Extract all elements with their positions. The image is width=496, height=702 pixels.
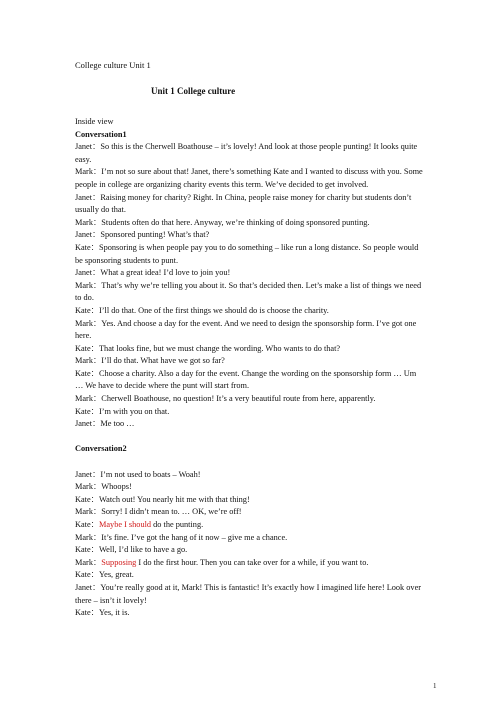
dialogue-text: I’m not so sure about that! Janet, there’s something Kate and I wanted to discuss with you. Some people in college are organizing charity events this term. We’ve decided to get involved. xyxy=(75,167,425,189)
spacer xyxy=(75,431,423,444)
dialogue-text: You’re really good at it, Mark! This is fantastic! It’s exactly how I imagined life here! Look over there – isn’t it lovely! xyxy=(75,582,424,605)
dialogue-line xyxy=(75,343,423,356)
speaker-name: Janet xyxy=(75,142,93,152)
dialogue-text: Sorry! I didn’t mean to. … OK, we’re off! xyxy=(101,507,242,517)
speaker-separator: ： xyxy=(90,242,99,252)
dialogue-text: That’s why we’re telling you about it. So that’s decided then. Let’s make a list of things we need to do. xyxy=(75,280,424,303)
conversation1-heading: Conversation1 xyxy=(75,129,127,139)
dialogue-text: Choose a charity. Also a day for the event. Change the wording on the sponsorship form … Um … We have to decide where the punt will start from. xyxy=(75,368,419,391)
speaker-name: Mark xyxy=(75,557,93,567)
speaker-name: Kate xyxy=(75,520,91,529)
dialogue-text: do the punting. xyxy=(151,520,204,529)
speaker-name: Janet xyxy=(75,268,93,278)
dialogue-text: Sponsored punting! What’s that? xyxy=(100,230,210,240)
page-number: 1 xyxy=(433,682,437,690)
dialogue-line xyxy=(75,192,423,217)
speaker-name: Janet xyxy=(75,230,93,240)
speaker-separator: ： xyxy=(92,268,101,278)
dialogue-line xyxy=(75,267,423,280)
speaker-name: Kate xyxy=(75,608,91,618)
speaker-separator: ： xyxy=(90,406,99,416)
speaker-separator: ： xyxy=(92,230,101,240)
speaker-separator: ： xyxy=(92,167,102,177)
highlighted-phrase: Supposing xyxy=(101,557,137,567)
speaker-name: Kate xyxy=(75,406,91,416)
dialogue-text: Students often do that here. Anyway, we’re thinking of doing sponsored punting. xyxy=(101,217,370,227)
speaker-separator: ： xyxy=(92,469,101,479)
speaker-name: Janet xyxy=(75,192,93,202)
speaker-separator: ： xyxy=(92,192,101,202)
dialogue-text: Whoops! xyxy=(101,482,132,492)
speaker-name: Mark xyxy=(75,167,93,177)
dialogue-line xyxy=(75,494,423,507)
dialogue-text: I’ll do that. What have we got so far? xyxy=(101,356,225,366)
speaker-name: Kate xyxy=(75,545,91,555)
speaker-separator: ： xyxy=(92,419,101,429)
dialogue-text: Cherwell Boathouse, no question! It’s a very beautiful route from here, apparently. xyxy=(101,394,376,404)
dialogue-line xyxy=(75,318,423,343)
dialogue-text: Yes. And choose a day for the event. And we need to design the sponsorship form. I’ve got one here. xyxy=(75,318,419,341)
speaker-name: Mark xyxy=(75,318,93,328)
document-body xyxy=(75,116,423,620)
speaker-separator: ： xyxy=(92,557,102,567)
conversation1-dialogue xyxy=(75,141,423,431)
dialogue-text: Watch out! You nearly hit me with that thing! xyxy=(98,494,250,504)
speaker-name: Janet xyxy=(75,419,93,429)
speaker-separator: ： xyxy=(92,394,102,404)
speaker-separator: ： xyxy=(92,532,102,542)
speaker-name: Mark xyxy=(75,356,93,366)
dialogue-line xyxy=(75,217,423,230)
spacer xyxy=(75,456,423,469)
speaker-name: Kate xyxy=(75,343,91,353)
speaker-separator: ： xyxy=(90,545,99,555)
dialogue-line xyxy=(75,481,423,494)
speaker-separator: ： xyxy=(92,318,102,328)
speaker-separator: ： xyxy=(90,570,99,580)
speaker-name: Kate xyxy=(75,368,91,378)
speaker-separator: ： xyxy=(92,217,102,227)
speaker-separator: ： xyxy=(90,520,99,529)
speaker-separator: ： xyxy=(92,280,102,290)
speaker-name: Mark xyxy=(75,507,93,517)
dialogue-line xyxy=(75,557,423,570)
dialogue-line xyxy=(75,355,423,368)
dialogue-text: I’ll do that. One of the first things we should do is choose the charity. xyxy=(98,305,329,315)
dialogue-text: What a great idea! I’d love to join you! xyxy=(100,268,231,278)
speaker-name: Mark xyxy=(75,280,93,290)
dialogue-line xyxy=(75,569,423,582)
speaker-separator: ： xyxy=(92,582,101,592)
speaker-separator: ： xyxy=(92,507,102,517)
speaker-separator: ： xyxy=(92,356,102,366)
section-label: Inside view xyxy=(75,117,114,126)
speaker-name: Kate xyxy=(75,305,91,315)
dialogue-text: I’m with you on that. xyxy=(98,406,170,416)
dialogue-line xyxy=(75,368,423,393)
dialogue-line xyxy=(75,406,423,419)
running-header: College culture Unit 1 xyxy=(75,60,151,70)
speaker-separator: ： xyxy=(92,142,101,152)
dialogue-text: Sponsoring is when people pay you to do something – like run a long distance. So people would be sponsoring students to punt. xyxy=(75,242,421,265)
unit-title: Unit 1 College culture xyxy=(151,86,236,96)
speaker-separator: ： xyxy=(90,608,99,618)
speaker-name: Mark xyxy=(75,394,93,404)
dialogue-text: It’s fine. I’ve got the hang of it now – give me a chance. xyxy=(101,532,288,542)
dialogue-line xyxy=(75,305,423,318)
speaker-separator: ： xyxy=(90,494,99,504)
dialogue-line xyxy=(75,393,423,406)
dialogue-line xyxy=(75,607,423,620)
conversation2-heading: Conversation2 xyxy=(75,444,127,454)
dialogue-line xyxy=(75,141,423,166)
speaker-separator: ： xyxy=(90,368,99,378)
dialogue-text: Well, I’d like to have a go. xyxy=(98,545,188,555)
speaker-name: Mark xyxy=(75,482,93,492)
dialogue-line xyxy=(75,582,423,607)
dialogue-line xyxy=(75,469,423,482)
speaker-separator: ： xyxy=(92,482,102,492)
speaker-name: Kate xyxy=(75,242,91,252)
highlighted-phrase: Maybe I should xyxy=(98,520,152,529)
dialogue-text: So this is the Cherwell Boathouse – it’s lovely! And look at those people punting! It looks quite easy. xyxy=(75,142,420,164)
conversation2-dialogue xyxy=(75,469,423,620)
dialogue-text: I’m not used to boats – Woah! xyxy=(100,469,201,479)
dialogue-line xyxy=(75,418,423,431)
dialogue-line xyxy=(75,242,423,267)
dialogue-text: Yes, great. xyxy=(98,570,134,580)
dialogue-line xyxy=(75,506,423,519)
dialogue-line xyxy=(75,166,423,191)
speaker-name: Kate xyxy=(75,570,91,580)
dialogue-text: Yes, it is. xyxy=(98,608,130,618)
speaker-name: Kate xyxy=(75,494,91,504)
dialogue-line xyxy=(75,519,423,532)
dialogue-text: I do the first hour. Then you can take over for a while, if you want to. xyxy=(136,557,369,567)
speaker-separator: ： xyxy=(90,305,99,315)
speaker-name: Janet xyxy=(75,582,93,592)
speaker-name: Mark xyxy=(75,532,93,542)
dialogue-line xyxy=(75,229,423,242)
speaker-separator: ： xyxy=(90,343,99,353)
dialogue-text: That looks fine, but we must change the wording. Who wants to do that? xyxy=(98,343,341,353)
dialogue-line xyxy=(75,532,423,545)
speaker-name: Mark xyxy=(75,217,93,227)
dialogue-text: Raising money for charity? Right. In China, people raise money for charity but students don’t usually do that. xyxy=(75,192,414,215)
dialogue-line xyxy=(75,280,423,305)
dialogue-text: Me too … xyxy=(100,419,135,429)
dialogue-line xyxy=(75,544,423,557)
speaker-name: Janet xyxy=(75,469,93,479)
